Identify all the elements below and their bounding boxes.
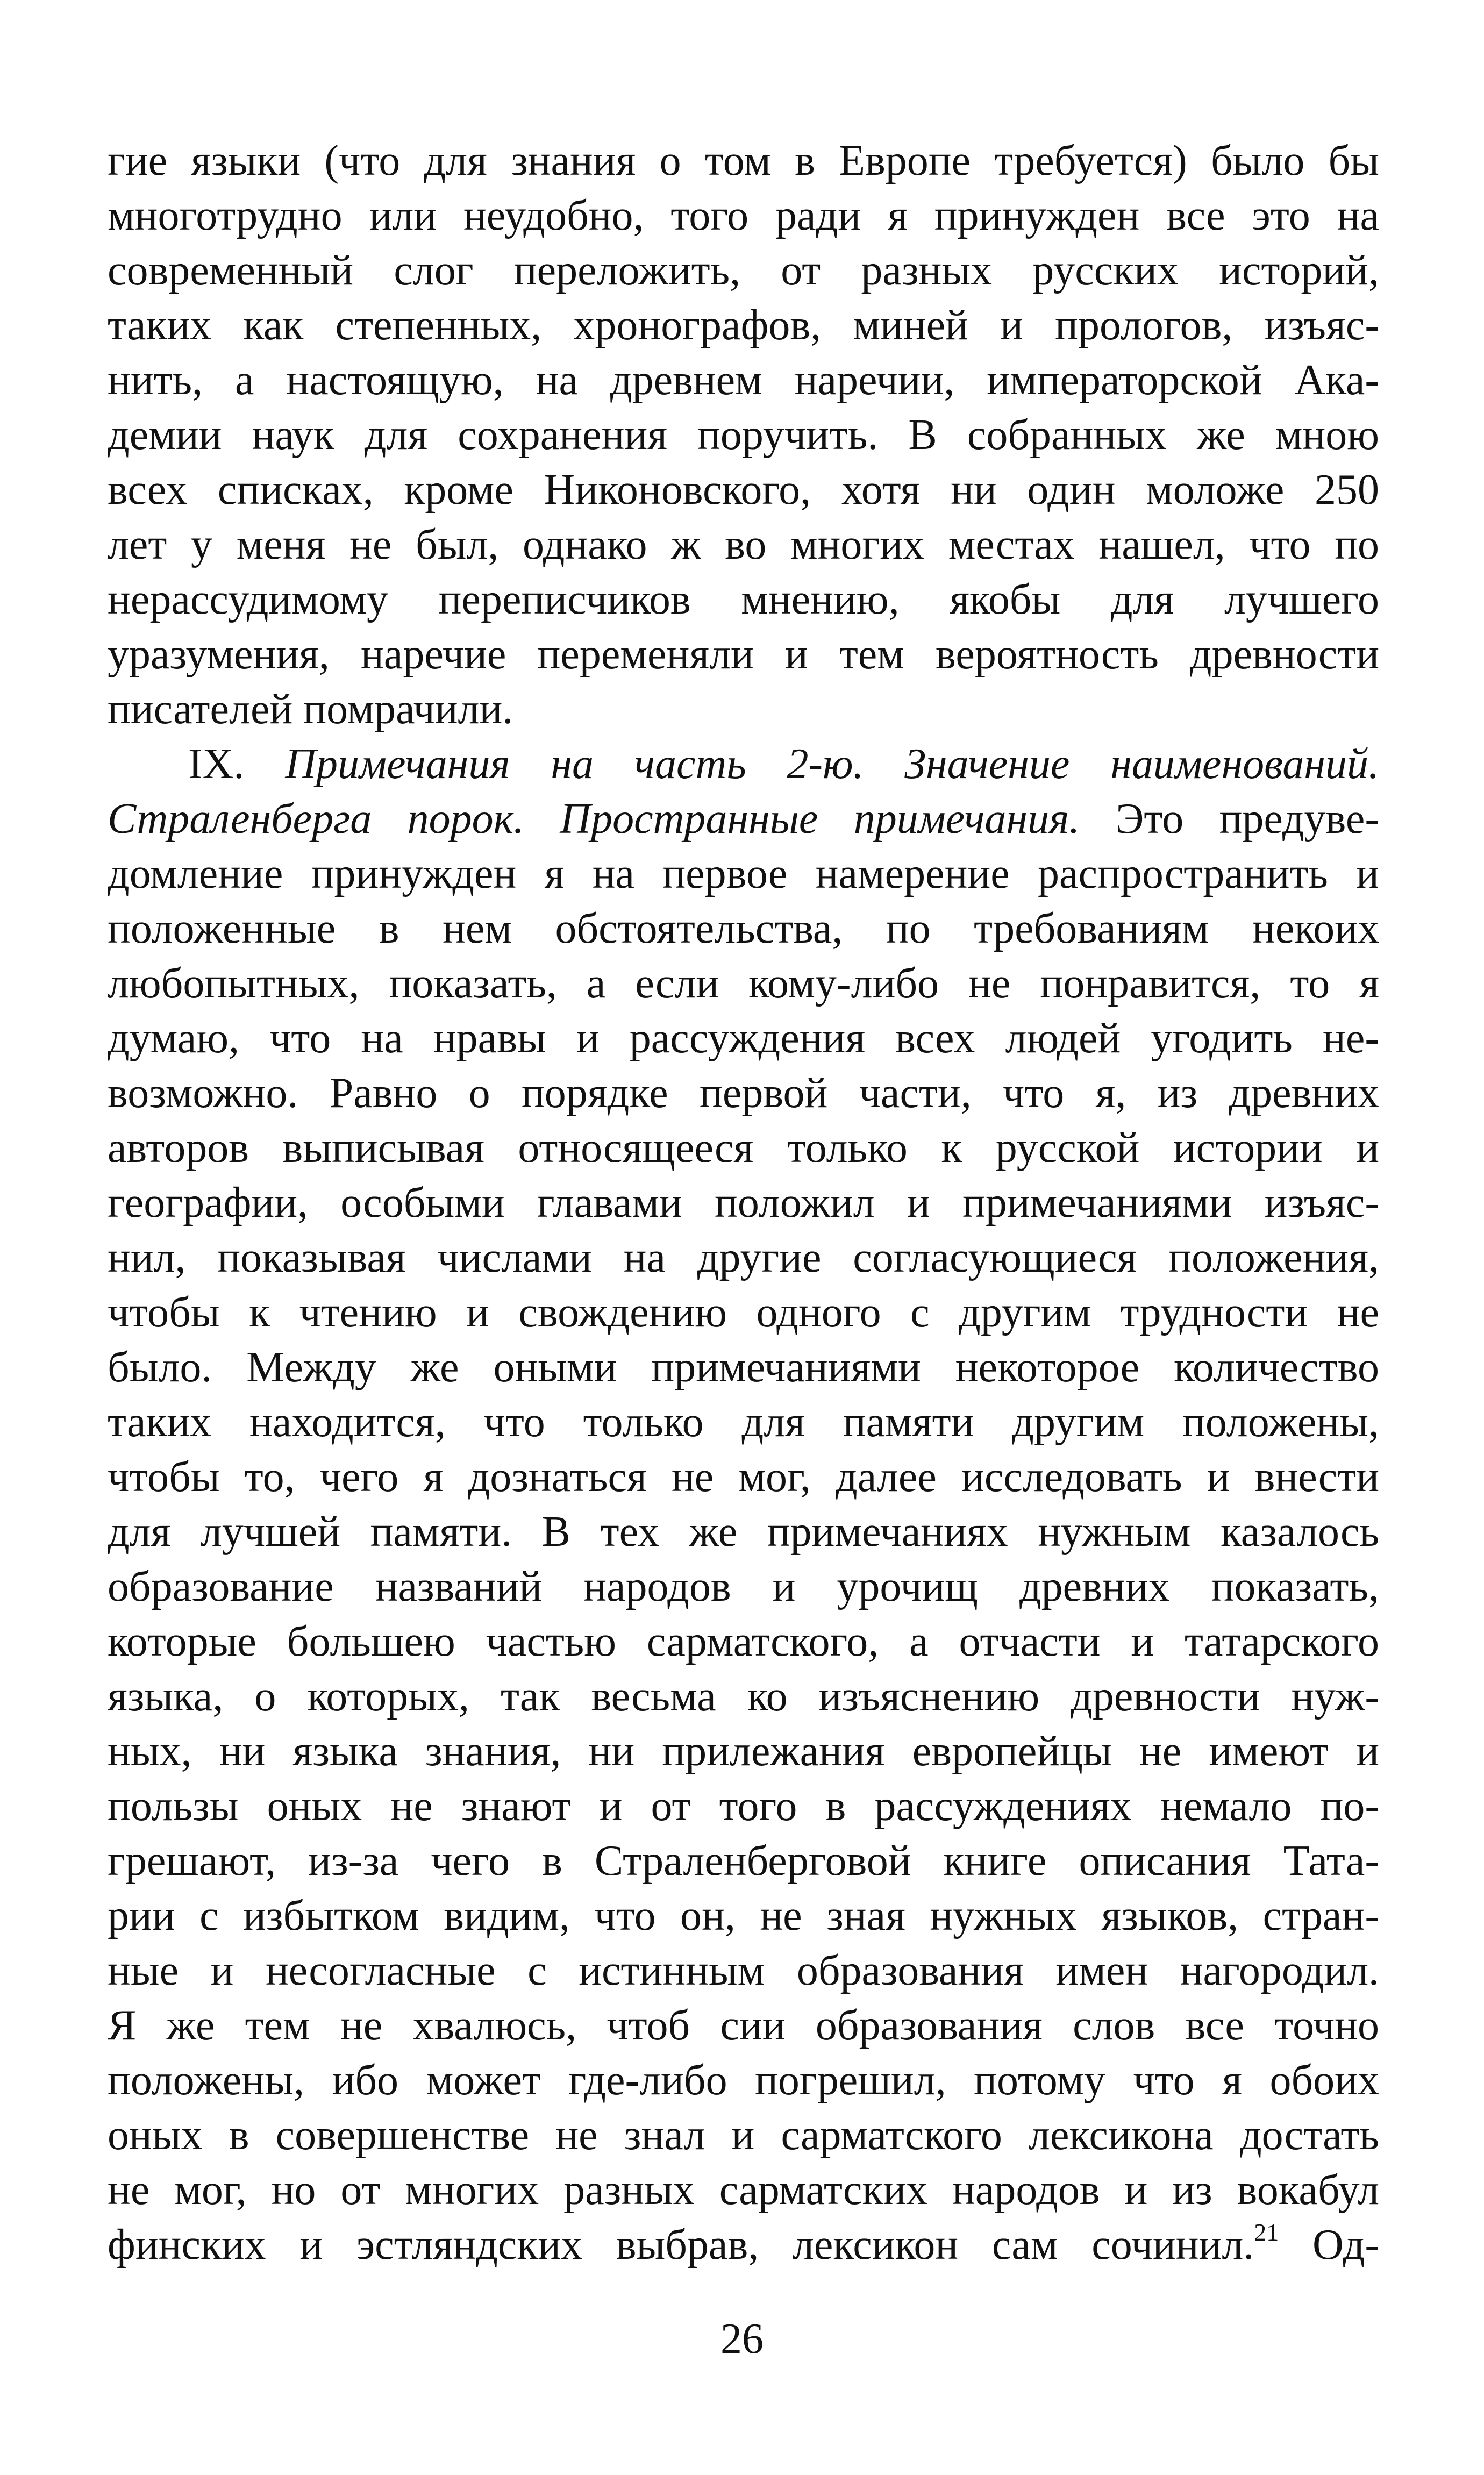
text-line: думаю, что на нравы и рассуждения всех людей угодить не- xyxy=(108,1015,1379,1062)
text-line: положены, ибо может где-либо погрешил, потому что я обоих xyxy=(108,2057,1379,2104)
text-line: лет у меня не был, однако ж во многих местах нашел, что по xyxy=(108,521,1379,568)
text-line: гие языки (что для знания о том в Европе требуется) было бы xyxy=(108,137,1379,184)
text-line: уразумения, наречие переменяли и тем вероятность древности xyxy=(108,631,1379,678)
text-line: оных в совершенстве не знал и сарматского лексикона достать xyxy=(108,2112,1379,2159)
text-line: образование названий народов и урочищ древних показать, xyxy=(108,1563,1379,1610)
text-line: языка, о которых, так весьма ко изъяснению древности нуж- xyxy=(108,1673,1379,1720)
text-line: грешают, из-за чего в Страленберговой книге описания Тата- xyxy=(108,1837,1379,1885)
text-line: любопытных, показать, а если кому-либо не понравится, то я xyxy=(108,960,1379,1007)
section-heading-continued: Страленберга порок. Пространные примечания. xyxy=(108,795,1080,843)
text-line: ных, ни языка знания, ни прилежания европейцы не имеют и xyxy=(108,1728,1379,1775)
text-fragment: финских и эстляндских выбрав, лексикон сам сочинил. xyxy=(108,2221,1254,2269)
text-line: таких находится, что только для памяти другим положены, xyxy=(108,1399,1379,1446)
text-line xyxy=(108,2217,1379,2272)
text-line: географии, особыми главами положил и примечаниями изъяс- xyxy=(108,1179,1379,1226)
text-line: авторов выписывая относящееся только к русской истории и xyxy=(108,1124,1379,1172)
text-line: ные и несогласные с истинным образования имен нагородил. xyxy=(108,1947,1379,1994)
section-heading: Примечания на часть 2-ю. Значение наименований. xyxy=(285,740,1379,788)
text-line: нить, а настоящую, на древнем наречии, императорской Ака- xyxy=(108,356,1379,404)
section-heading-line xyxy=(108,737,1379,791)
text-line: возможно. Равно о порядке первой части, что я, из древних xyxy=(108,1069,1379,1117)
text-line: нерассудимому переписчиков мнению, якобы для лучшего xyxy=(108,576,1379,623)
text-line: рии с избытком видим, что он, не зная нужных языков, стран- xyxy=(108,1892,1379,1939)
text-line: было. Между же оными примечаниями некоторое количество xyxy=(108,1344,1379,1391)
text-line: писателей помрачили. xyxy=(108,686,513,733)
text-line: чтобы то, чего я дознаться не мог, далее исследовать и внести xyxy=(108,1453,1379,1501)
page-number: 26 xyxy=(720,2315,764,2363)
text-line: пользы оных не знают и от того в рассуждениях немало по- xyxy=(108,1782,1379,1830)
body-text xyxy=(108,133,1379,2272)
text-fragment: Это предуве- xyxy=(1080,795,1379,843)
footnote-marker[interactable]: 21 xyxy=(1254,2219,1279,2246)
paragraph-2 xyxy=(108,737,1379,2272)
text-line: таких как степенных, хронографов, миней и прологов, изъяс- xyxy=(108,302,1379,349)
text-line: многотрудно или неудобно, того ради я принужден все это на xyxy=(108,192,1379,239)
section-number: IX. xyxy=(188,740,286,788)
section-heading-line xyxy=(108,791,1379,846)
paragraph-1 xyxy=(108,133,1379,737)
text-line: Я же тем не хвалюсь, чтоб сии образования слов все точно xyxy=(108,2002,1379,2049)
text-line: домление принужден я на первое намерение распространить и xyxy=(108,850,1379,897)
text-line: чтобы к чтению и свождению одного с другим трудности не xyxy=(108,1289,1379,1336)
text-line: всех списках, кроме Никоновского, хотя ни один моложе 250 xyxy=(108,466,1379,513)
text-line: нил, показывая числами на другие согласующиеся положения, xyxy=(108,1234,1379,1281)
text-line: современный слог переложить, от разных русских историй, xyxy=(108,247,1379,294)
text-line: не мог, но от многих разных сарматских народов и из вокабул xyxy=(108,2166,1379,2214)
text-line: для лучшей памяти. В тех же примечаниях нужным казалось xyxy=(108,1508,1379,1556)
text-line: которые большею частью сарматского, а отчасти и татарского xyxy=(108,1618,1379,1665)
text-line: положенные в нем обстоятельства, по требованиям некоих xyxy=(108,905,1379,952)
text-fragment: Од- xyxy=(1279,2221,1379,2269)
text-line: демии наук для сохранения поручить. В собранных же мною xyxy=(108,411,1379,459)
